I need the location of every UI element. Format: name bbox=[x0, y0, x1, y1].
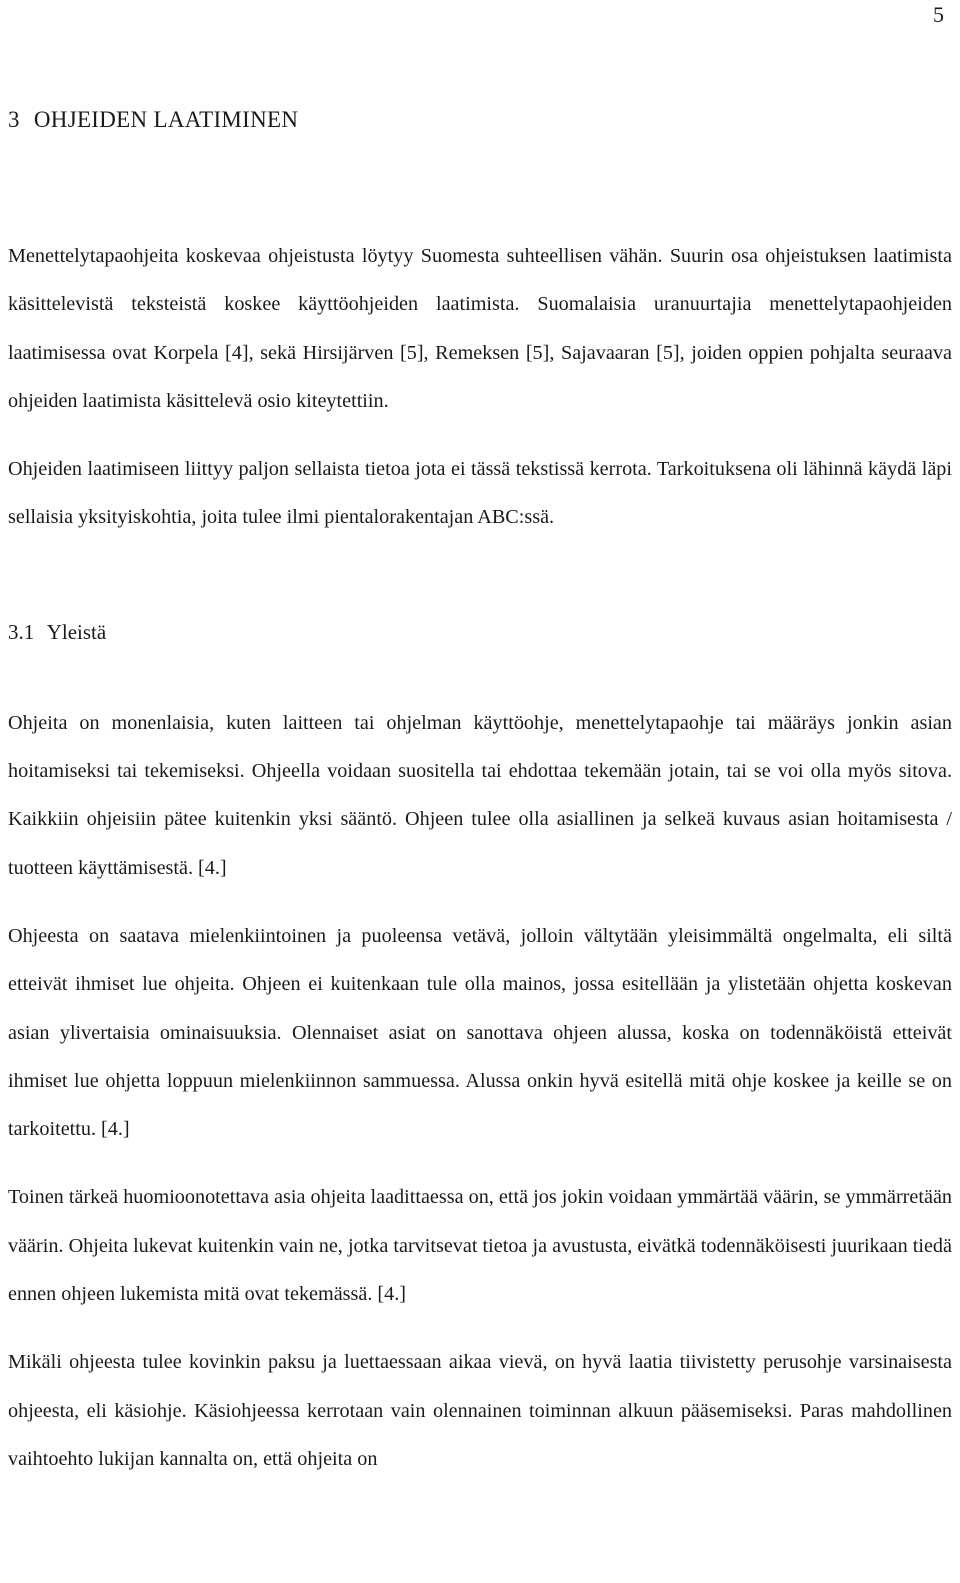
section-heading bbox=[8, 610, 952, 654]
section-title: Yleistä bbox=[46, 619, 107, 644]
chapter-title: OHJEIDEN LAATIMINEN bbox=[33, 107, 299, 132]
intro-paragraph-1: Menettelytapaohjeita koskevaa ohjeistusta löytyy Suomesta suhteellisen vähän. Suurin osa ohjeistuksen laatimista käsittelevistä teksteistä koskee käyttöohjeiden laatimista. Suomalaisia uranuurtajia menettelytapaohjeiden laatimisessa ovat Korpela [4], sekä Hirsijärven [5], Remeksen [5], Sajavaaran [5], joiden oppien pohjalta seuraava ohjeiden laatimista käsittelevä osio kiteytettiin. bbox=[8, 245, 952, 412]
chapter-number: 3 bbox=[8, 107, 20, 132]
section-paragraph-3: Toinen tärkeä huomioonotettava asia ohjeita laadittaessa on, että jos jokin voidaan ymmärtää väärin, se ymmärretään väärin. Ohjeita lukevat kuitenkin vain ne, jotka tarvitsevat tietoa ja avustusta, eivätkä todennäköisesti juurikaan tiedä ennen ohjeen lukemista mitä ovat tekemässä. [4.] bbox=[8, 1186, 952, 1306]
section-paragraph-1: Ohjeita on monenlaisia, kuten laitteen tai ohjelman käyttöohje, menettelytapaohje tai määräys jonkin asian hoitamiseksi tai tekemiseksi. Ohjeella voidaan suositella tai ehdottaa tekemään jotain, tai se voi olla myös sitova. Kaikkiin ohjeisiin pätee kuitenkin yksi sääntö. Ohjeen tulee olla asiallinen ja selkeä kuvaus asian hoitamisesta / tuotteen käyttämisestä. [4.] bbox=[8, 711, 952, 879]
section-paragraph-4: Mikäli ohjeesta tulee kovinkin paksu ja luettaessaan aikaa vievä, on hyvä laatia tiivistetty perusohje varsinaisesta ohjeesta, eli käsiohje. Käsiohjeessa kerrotaan vain olennainen toiminnan alkuun pääsemiseksi. Paras mahdollinen vaihtoehto lukijan kannalta on, että ohjeita on bbox=[8, 1351, 952, 1470]
intro-paragraph-2: Ohjeiden laatimiseen liittyy paljon sellaista tietoa jota ei tässä tekstissä kerrota. Tarkoituksena oli lähinnä käydä läpi sellaisia yksityiskohtia, joita tulee ilmi pientalorakentajan ABC:ssä. bbox=[8, 458, 952, 529]
page-number: 5 bbox=[933, 2, 944, 27]
section-paragraph-2: Ohjeesta on saatava mielenkiintoinen ja puoleensa vetävä, jolloin vältytään yleisimmältä ongelmalta, eli siltä etteivät ihmiset lue ohjeita. Ohjeen ei kuitenkaan tule olla mainos, jossa esitellään ja ylistetään ohjetta koskevan asian ylivertaisia ominaisuuksia. Olennaiset asiat on sanottava ohjeen alussa, koska on todennäköistä etteivät ihmiset lue ohjetta loppuun mielenkiinnon sammuessa. Alussa onkin hyvä esitellä mitä ohje koskee ja keille se on tarkoitettu. [4.] bbox=[8, 924, 952, 1141]
document-body bbox=[8, 98, 952, 1483]
section-number: 3.1 bbox=[8, 619, 35, 644]
chapter-heading bbox=[8, 98, 952, 142]
